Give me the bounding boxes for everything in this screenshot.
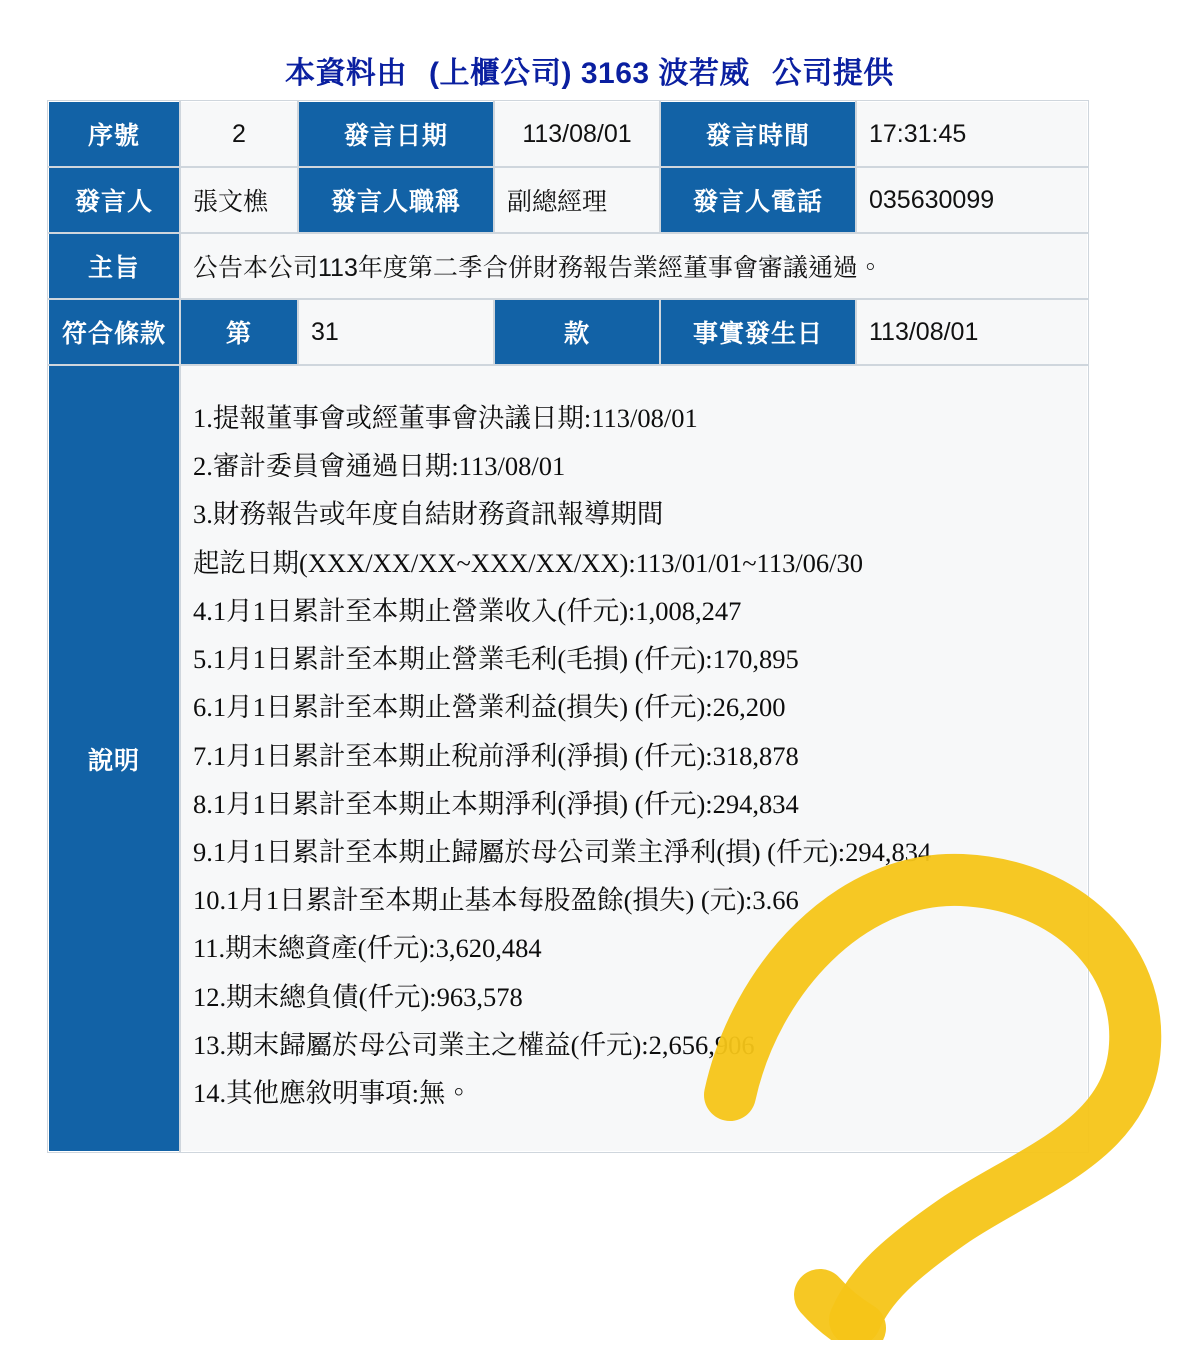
label-spokesman: 發言人: [48, 167, 180, 233]
label-clause: 符合條款: [48, 299, 180, 365]
page-title: [0, 48, 1179, 92]
label-event-date: 事實發生日: [660, 299, 856, 365]
list-item: 6.1月1日累計至本期止營業利益(損失) (仟元):26,200: [193, 692, 786, 723]
title-prefix: 本資料由: [285, 57, 408, 90]
list-item: 14.其他應敘明事項:無。: [193, 1078, 472, 1109]
list-item: 4.1月1日累計至本期止營業收入(仟元):1,008,247: [193, 595, 742, 626]
label-spokesman-phone: 發言人電話: [660, 167, 856, 233]
table-row: [48, 233, 1088, 299]
list-item: 8.1月1日累計至本期止本期淨利(淨損) (仟元):294,834: [193, 788, 799, 819]
value-subject: 公告本公司113年度第二季合併財務報告業經董事會審議通過。: [180, 233, 1088, 299]
table-row: [48, 365, 1088, 1152]
title-company: (上櫃公司) 3163 波若威: [429, 57, 750, 90]
label-speech-date: 發言日期: [298, 101, 494, 167]
label-speech-time: 發言時間: [660, 101, 856, 167]
title-suffix: 公司提供: [771, 57, 894, 90]
label-subject: 主旨: [48, 233, 180, 299]
value-article: 31: [298, 299, 494, 365]
table-row: [48, 101, 1088, 167]
table-row: [48, 167, 1088, 233]
list-item: 9.1月1日累計至本期止歸屬於母公司業主淨利(損) (仟元):294,834: [193, 836, 932, 867]
description-body: [180, 365, 1088, 1152]
value-speech-date: 113/08/01: [494, 101, 660, 167]
list-item: 2.審計委員會通過日期:113/08/01: [193, 451, 566, 482]
label-description: 說明: [48, 365, 180, 1152]
value-sequence: 2: [180, 101, 298, 167]
list-item: 12.期末總負債(仟元):963,578: [193, 981, 523, 1012]
value-spokesman-title: 副總經理: [494, 167, 660, 233]
list-item: 7.1月1日累計至本期止稅前淨利(淨損) (仟元):318,878: [193, 740, 799, 771]
label-paragraph: 款: [494, 299, 660, 365]
table-row: [48, 299, 1088, 365]
list-item: 1.提報董事會或經董事會決議日期:113/08/01: [193, 403, 698, 433]
value-speech-time: 17:31:45: [856, 101, 1088, 167]
list-item: 11.期末總資產(仟元):3,620,484: [193, 933, 542, 964]
list-item: 起訖日期(XXX/XX/XX~XXX/XX/XX):113/01/01~113/06/30: [193, 547, 864, 578]
label-sequence: 序號: [48, 101, 180, 167]
value-spokesman: 張文樵: [180, 167, 298, 233]
list-item: 10.1月1日累計至本期止基本每股盈餘(損失) (元):3.66: [193, 885, 799, 916]
list-item: 13.期末歸屬於母公司業主之權益(仟元):2,656,906: [193, 1029, 755, 1060]
announcement-table: [47, 100, 1089, 1153]
value-event-date: 113/08/01: [856, 299, 1088, 365]
label-article: 第: [180, 299, 298, 365]
value-spokesman-phone: 035630099: [856, 167, 1088, 233]
label-spokesman-title: 發言人職稱: [298, 167, 494, 233]
list-item: 5.1月1日累計至本期止營業毛利(毛損) (仟元):170,895: [193, 644, 799, 675]
description-list: [193, 394, 1077, 1117]
list-item: 3.財務報告或年度自結財務資訊報導期間: [193, 499, 664, 530]
